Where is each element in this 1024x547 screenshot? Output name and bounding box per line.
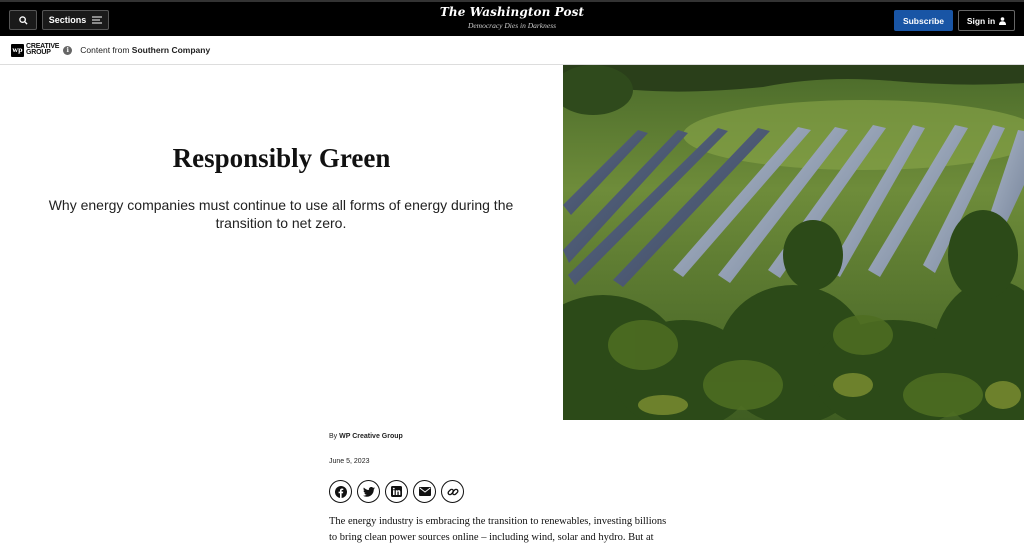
- wp-logo-mark: wp: [11, 44, 24, 57]
- sponsor-name: Southern Company: [131, 45, 211, 55]
- subscribe-button[interactable]: Subscribe: [894, 10, 953, 31]
- sponsor-bar: [0, 36, 1024, 65]
- site-brand[interactable]: [412, 5, 612, 30]
- body-line: to bring clean power sources online – including wind, solar and hydro. But at: [329, 532, 654, 543]
- top-navigation-bar: [0, 0, 1024, 36]
- share-twitter-button[interactable]: [357, 480, 380, 503]
- sign-in-button[interactable]: [958, 10, 1015, 31]
- sections-button[interactable]: [42, 10, 109, 30]
- byline-prefix: By: [329, 433, 340, 440]
- article-byline: [329, 433, 403, 440]
- share-facebook-button[interactable]: [329, 480, 352, 503]
- email-icon: [419, 487, 431, 496]
- share-email-button[interactable]: [413, 480, 436, 503]
- search-button[interactable]: [9, 10, 37, 30]
- hero-image-solar-farm: [563, 65, 1024, 420]
- article-subtitle: Why energy companies must continue to use all forms of energy during the transition to net zero.: [48, 197, 514, 231]
- article-title: Responsibly Green: [172, 143, 391, 173]
- search-icon: [19, 16, 28, 25]
- article-body: [329, 514, 701, 546]
- share-link-button[interactable]: [441, 480, 464, 503]
- sections-label: Sections: [48, 15, 87, 25]
- user-icon: [999, 17, 1006, 25]
- creative-group-wordmark: [26, 44, 59, 57]
- body-line: The energy industry is embracing the transition to renewables, investing billions: [329, 516, 667, 527]
- share-linkedin-button[interactable]: [385, 480, 408, 503]
- info-icon[interactable]: i: [63, 46, 72, 55]
- wordmark-line-2: GROUP: [26, 49, 51, 56]
- sponsor-credit: [80, 45, 210, 55]
- wp-creative-group-logo[interactable]: [11, 44, 59, 57]
- wordmark-line-1: CREATIVE: [26, 42, 60, 50]
- author-link[interactable]: WP Creative Group: [339, 433, 403, 440]
- site-tagline: Democracy Dies in Darkness: [467, 21, 557, 30]
- linkedin-icon: [391, 486, 402, 497]
- facebook-icon: [335, 486, 347, 498]
- site-logo: The Washington Post: [439, 5, 585, 19]
- sign-in-label: Sign in: [966, 15, 996, 26]
- share-toolbar: [329, 480, 464, 503]
- hamburger-icon: [92, 16, 102, 24]
- link-icon: [447, 486, 459, 498]
- sponsor-prefix: Content from: [80, 45, 132, 55]
- publish-date: June 5, 2023: [329, 458, 370, 465]
- twitter-icon: [363, 487, 375, 497]
